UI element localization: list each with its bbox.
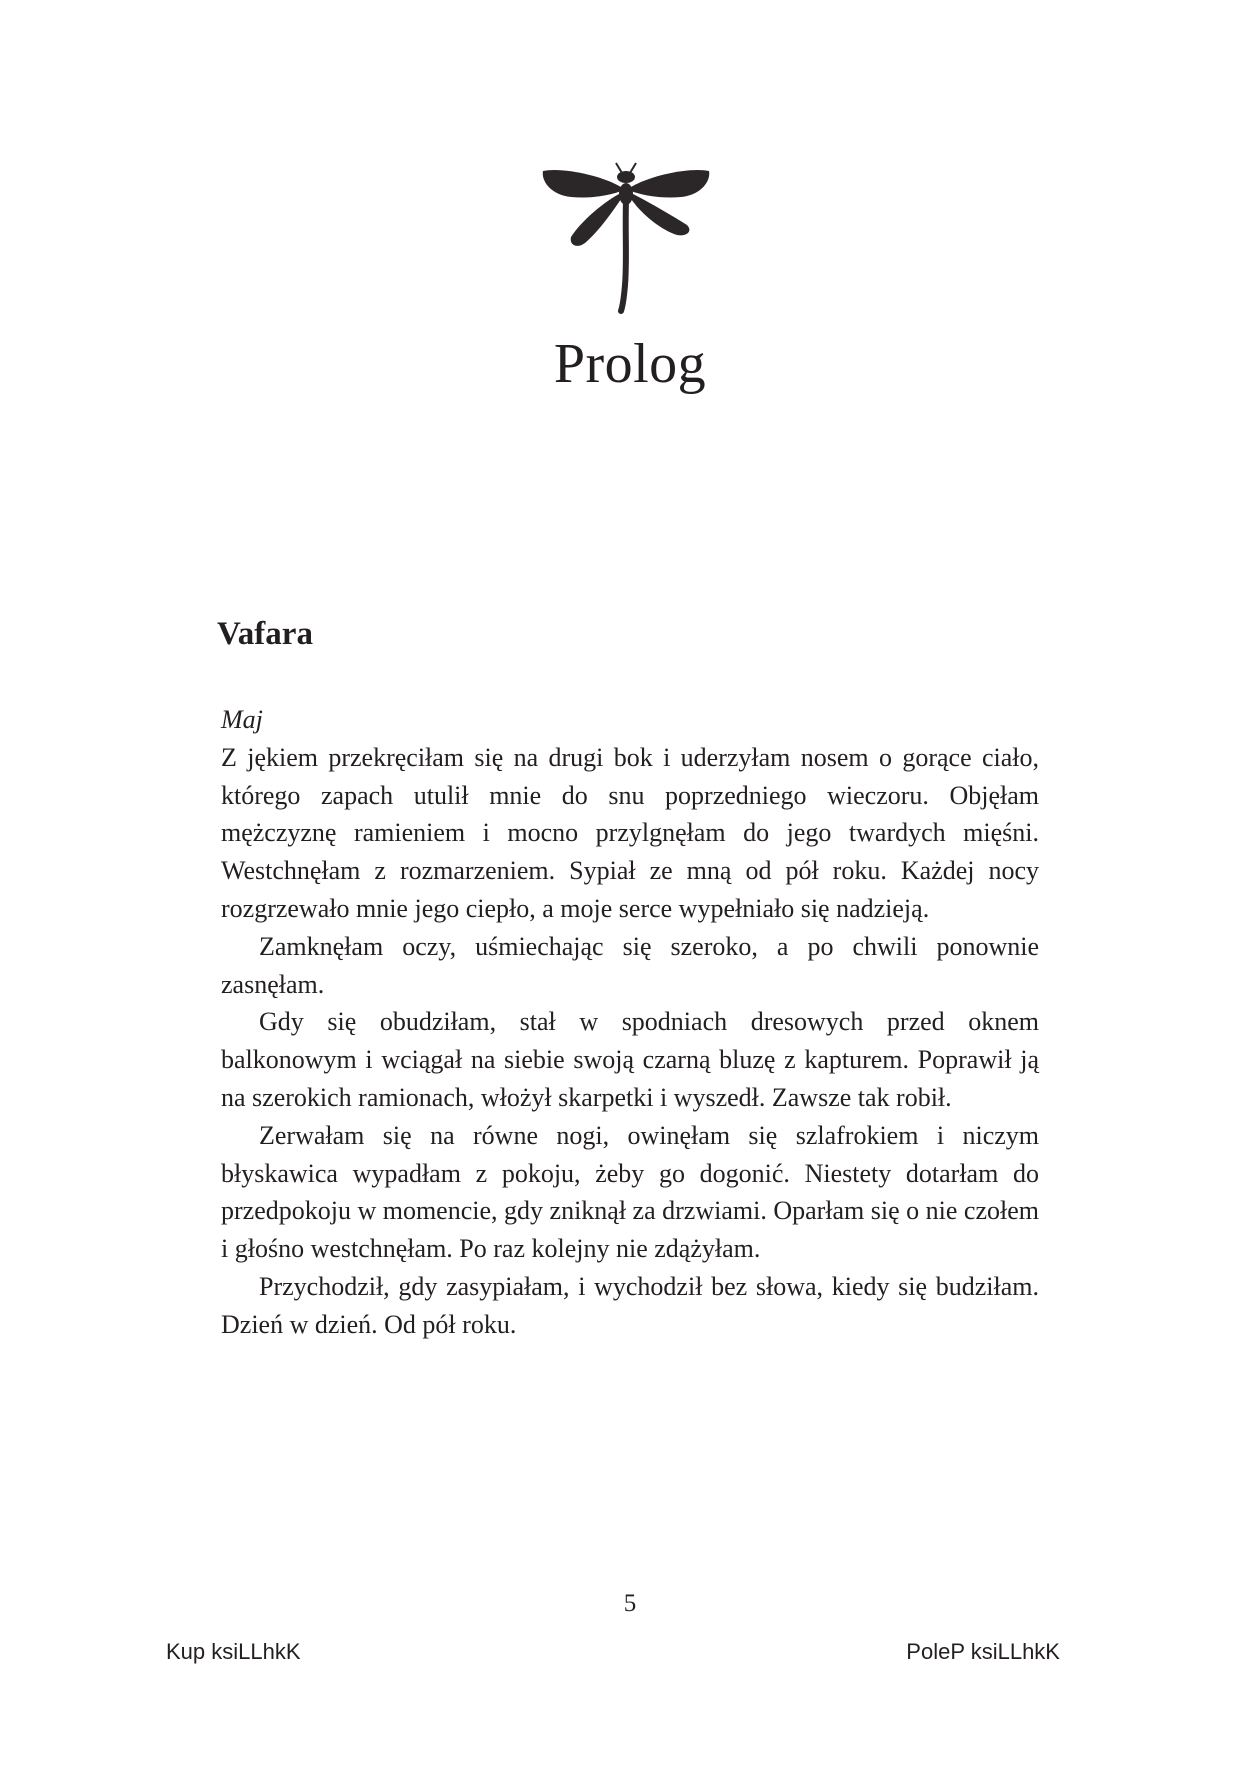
section-heading: Vafara — [217, 616, 313, 652]
paragraph: Przychodził, gdy zasypiałam, i wychodził bez słowa, kiedy się budziłam. Dzień w dzień. Od pół roku. — [221, 1271, 1039, 1339]
dragonfly-icon — [541, 161, 711, 321]
paragraph: Zerwałam się na równe nogi, owinęłam się szlafrokiem i niczym błyskawica wypadłam z pokoju, żeby go dogonić. Niestety dotarłam do przedpokoju w momencie, gdy zniknął za drzwiami. Oparłam się o nie czołem i głośno westchnęłam. Po raz kolejny nie zdążyłam. — [221, 1120, 1039, 1264]
dateline: Maj — [221, 705, 263, 734]
recommend-book-link[interactable]: PoleP ksiLLhkK — [906, 1639, 1060, 1664]
buy-book-link[interactable]: Kup ksiLLhkK — [166, 1639, 301, 1664]
chapter-title: Prolog — [553, 333, 707, 395]
body-text — [221, 701, 1039, 1344]
paragraph: Gdy się obudziłam, stał w spodniach dresowych przed oknem balkonowym i wciągał na siebie swoją czarną bluzę z kapturem. Poprawił ją na szerokich ramionach, włożył skarpetki i wyszedł. Zawsze tak robił. — [221, 1007, 1039, 1112]
page-number: 5 — [623, 1590, 637, 1617]
paragraph: Zamknęłam oczy, uśmiechając się szeroko, a po chwili ponownie zasnęłam. — [221, 931, 1039, 999]
paragraph: Z jękiem przekręciłam się na drugi bok i uderzyłam nosem o gorące ciało, którego zapach utulił mnie do snu poprzedniego wieczoru. Objęłam mężczyznę ramieniem i mocno przylgnęłam do jego twardych mięśni. Westchnęłam z rozmarzeniem. Sypiał ze mną od pół roku. Każdej nocy rozgrzewało mnie jego ciepło, a moje serce wypełniało się nadzieją. — [221, 742, 1039, 923]
